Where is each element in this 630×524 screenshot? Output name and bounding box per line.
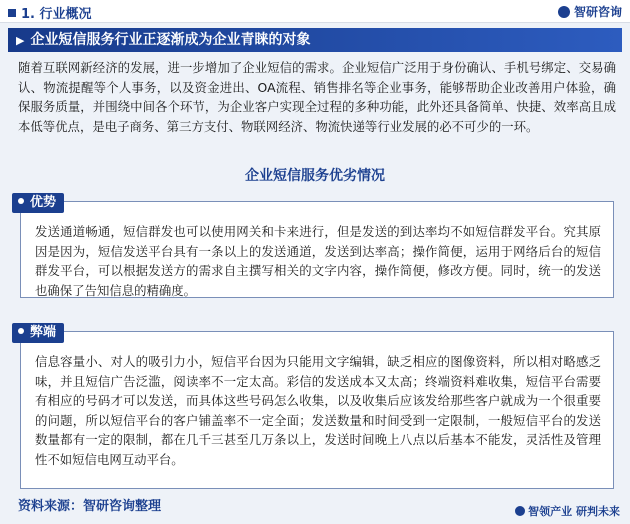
section-label: [8, 3, 92, 22]
disadvantages-tag: [12, 323, 64, 343]
source-note: 资料来源：智研咨询整理: [18, 499, 162, 514]
advantages-tag: [12, 193, 64, 213]
footer-slogan: 智领产业 研判未来: [528, 505, 620, 518]
disadvantages-box: [20, 331, 614, 489]
banner-title: 企业短信服务行业正逐渐成为企业青睐的对象: [30, 32, 311, 48]
intro-paragraph: 随着互联网新经济的发展，进一步增加了企业短信的需求。企业短信广泛用于身份确认、手机号绑定、交易确认、物流提醒等个人事务，以及资金进出、OA流程、销售排名等企业事务，能够帮助企业改善用户体验，确保服务质量，并围绕中间各个环节，为企业客户实现全过程的多种功能，此外还具备简单、快捷、效率高且成本低等优点，是电子商务、第三方支付、物联网经济、物流快递等行业发展的必不可少的一环。: [18, 60, 616, 134]
bullet-icon: [18, 328, 24, 334]
square-icon: [8, 9, 16, 17]
brand-logo-icon: [558, 6, 570, 18]
disadvantages-label: 弊端: [30, 325, 57, 340]
chevron-right-icon: ▶: [16, 34, 25, 47]
footer-logo-icon: [515, 506, 525, 516]
bullet-icon: [18, 198, 24, 204]
brand-name: 智研咨询: [573, 5, 622, 19]
advantages-text: 发送通道畅通，短信群发也可以使用网关和卡来进行，但是发送的到达率均不如短信群发平台。究其原因是因为，短信发送平台具有一条以上的发送通道，发送到达率高；操作简便，运用于网络后台的短信群发平台，可以根据发送方的需求自主撰写相关的文字内容，操作简便，修改方便。同时，统一的发送也确保了告知信息的精确度。: [35, 224, 601, 298]
advantages-label: 优势: [30, 195, 57, 210]
brand: [558, 3, 622, 20]
top-bar: [0, 0, 630, 23]
title-banner: [8, 28, 622, 52]
footer-logo: [515, 503, 620, 519]
section-label-text: 1. 行业概况: [21, 7, 92, 22]
advantages-box: [20, 201, 614, 298]
subtitle: 企业短信服务优劣情况: [245, 168, 385, 184]
disadvantages-text: 信息容量小、对人的吸引力小，短信平台因为只能用文字编辑，缺乏相应的图像资料，所以相对略感乏味，并且短信广告泛滥，阅读率不一定太高。彩信的发送成本又太高；终端资料难收集，短信平台需要有相应的号码才可以发送，而具体这些号码怎么收集，以及收集后应该发给那些客户就成为一个很重要的问题，所以短信平台的客户铺盖率不一定全面；发送数量和时间受到一定限制，一般短信平台的发送数量都有一定的限制，都在几千三甚至几万条以上，发送时间晚上八点以后基本不能发，灵活性及管理性不如短信电网互动平台。: [35, 354, 601, 467]
